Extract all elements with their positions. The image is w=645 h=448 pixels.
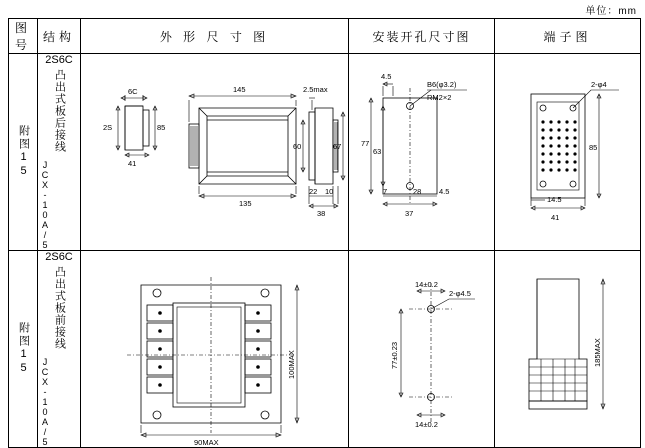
row1-label-10: 10	[325, 187, 334, 196]
row1-mounting-drawing	[349, 54, 492, 234]
row1-structure	[38, 54, 80, 250]
header-structure: 结构	[38, 19, 81, 54]
row1-label-22: 22	[309, 187, 318, 196]
row1-structure-cell	[38, 54, 81, 251]
header-terminal-drawing: 端子图	[495, 19, 641, 54]
row2-label-77: 77±0.23	[390, 341, 399, 369]
row2-structure	[38, 251, 80, 447]
row1-fig-no: 附图15	[17, 125, 30, 179]
row2-fig-no: 附图15	[17, 322, 30, 376]
row1-terminal-cell	[495, 54, 641, 251]
row1-label-7: 7	[383, 187, 388, 196]
row1-fig-no-cell	[9, 54, 38, 251]
row2-label-185max: 185MAX	[593, 338, 602, 367]
table-header-row	[9, 19, 641, 54]
row2-mounting-cell	[349, 251, 495, 448]
row2-structure-model: JCX-10A/5	[40, 357, 50, 447]
row1-label-2phi4: 2-φ4	[591, 80, 607, 89]
row1-label-145: 145	[233, 85, 246, 94]
row1-structure-code: 2S6C	[45, 54, 73, 66]
row1-label-77: 77	[361, 139, 370, 148]
row1-label-2s: 2S	[103, 123, 113, 132]
row2-outline-cell	[81, 251, 349, 448]
row2-terminal-cell	[495, 251, 641, 448]
row2-label-100max: 100MAX	[287, 350, 296, 379]
dimension-table	[8, 18, 641, 448]
row1-outline-cell	[81, 54, 349, 251]
row1-label-135: 135	[239, 199, 252, 208]
row2-outline-drawing	[81, 251, 346, 446]
row2-label-90max: 90MAX	[194, 438, 219, 446]
row1-label-45-bot: 4.5	[439, 187, 450, 196]
row1-structure-desc: 凸出式板后接线	[53, 69, 66, 153]
row2-fig-no-cell	[9, 251, 38, 448]
row1-label-25max: 2.5max	[303, 85, 328, 94]
header-outline-drawing: 外 形 尺 寸 图	[81, 19, 349, 54]
row1-label-63: 63	[373, 147, 382, 156]
header-fig-no: 图号	[9, 19, 38, 54]
row1-outline-drawing	[81, 54, 346, 234]
row1-label-rm2: RM2×2	[427, 93, 452, 102]
row1-label-b6: B6(φ3.2)	[427, 80, 457, 89]
row1-label-41b: 41	[551, 213, 560, 222]
table-row	[9, 54, 641, 251]
row2-label-14bot: 14±0.2	[415, 420, 438, 429]
row1-structure-model: JCX-10A/5	[40, 160, 50, 250]
row2-structure-desc: 凸出式板前接线	[53, 266, 66, 350]
row2-structure-code: 2S6C	[45, 251, 73, 263]
terminal-dot-grid	[541, 120, 576, 171]
row1-label-60: 60	[293, 142, 302, 151]
row1-label-28: 28	[413, 187, 422, 196]
row1-mounting-cell	[349, 54, 495, 251]
right-terminal-strip	[245, 305, 271, 393]
row1-label-45-top: 4.5	[381, 72, 392, 81]
row2-label-14top: 14±0.2	[415, 280, 438, 289]
left-terminal-strip	[147, 305, 173, 393]
row1-label-67: 67	[333, 142, 342, 151]
row1-label-41: 41	[128, 159, 137, 168]
row1-label-85r: 85	[589, 143, 598, 152]
row2-mounting-drawing	[349, 251, 492, 446]
header-mounting-drawing: 安装开孔尺寸图	[349, 19, 495, 54]
row1-label-38: 38	[317, 209, 326, 218]
row1-label-37: 37	[405, 209, 414, 218]
row1-label-6c: 6C	[128, 87, 138, 96]
row1-terminal-drawing	[495, 54, 638, 234]
row2-label-2phi45: 2-φ4.5	[449, 289, 471, 298]
row2-terminal-drawing	[495, 251, 638, 446]
unit-note: 单位：mm	[585, 6, 637, 17]
row1-label-145b: 14.5	[547, 195, 562, 204]
row1-label-85: 85	[157, 123, 166, 132]
table-row	[9, 251, 641, 448]
row2-structure-cell	[38, 251, 81, 448]
